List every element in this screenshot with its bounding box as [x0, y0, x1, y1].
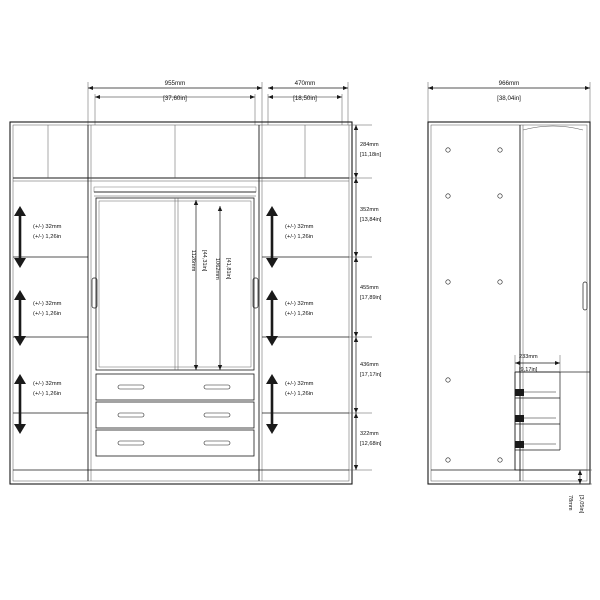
- dim-322mm-in: [12,68in]: [360, 441, 382, 447]
- dim-352mm-mm: 352mm: [360, 207, 379, 213]
- dim-455mm-in: [17,89in]: [360, 295, 382, 301]
- dim-1062mm-in: [41,81in]: [225, 258, 231, 280]
- tol-right-2-mm: (+/-) 32mm: [285, 301, 314, 307]
- dim-436mm-in: [17,17in]: [360, 372, 382, 378]
- tol-right-3-mm: (+/-) 32mm: [285, 381, 314, 387]
- dim-1062mm-mm: 1062mm: [214, 258, 220, 280]
- tol-right-1-in: (+/-) 1,26in: [285, 234, 314, 240]
- tol-left-3-in: (+/-) 1,26in: [33, 391, 62, 397]
- dim-955mm-in: [37,60in]: [163, 95, 187, 102]
- dim-233mm-mm: 233mm: [519, 354, 538, 360]
- dim-436mm-mm: 436mm: [360, 362, 379, 368]
- dim-284mm-mm: 284mm: [360, 142, 379, 148]
- dim-322mm-mm: 322mm: [360, 431, 379, 437]
- dim-233mm-in: [9,17in]: [519, 367, 538, 373]
- tol-left-1-in: (+/-) 1,26in: [33, 234, 62, 240]
- dim-966mm-in: [38,04in]: [497, 95, 521, 102]
- dim-455mm-mm: 455mm: [360, 285, 379, 291]
- tol-left-1-mm: (+/-) 32mm: [33, 224, 62, 230]
- dim-78mm-mm: 78mm: [567, 495, 573, 511]
- tol-left-2-in: (+/-) 1,26in: [33, 311, 62, 317]
- dim-955mm-mm: 955mm: [164, 80, 186, 87]
- dim-470mm-mm: 470mm: [294, 80, 316, 87]
- dim-352mm-in: [13,84in]: [360, 217, 382, 223]
- tol-right-3-in: (+/-) 1,26in: [285, 391, 314, 397]
- dim-470mm-in: [18,50in]: [293, 95, 317, 102]
- tol-left-2-mm: (+/-) 32mm: [33, 301, 62, 307]
- dim-284mm-in: [11,18in]: [360, 152, 382, 158]
- tol-left-3-mm: (+/-) 32mm: [33, 381, 62, 387]
- tol-right-1-mm: (+/-) 32mm: [285, 224, 314, 230]
- dim-1126mm-mm: 1126mm: [190, 250, 196, 272]
- dim-966mm-mm: 966mm: [498, 80, 520, 87]
- dim-78mm-in: [3,05in]: [578, 495, 584, 514]
- dim-1126mm-in: [44,31in]: [201, 250, 207, 272]
- tol-right-2-in: (+/-) 1,26in: [285, 311, 314, 317]
